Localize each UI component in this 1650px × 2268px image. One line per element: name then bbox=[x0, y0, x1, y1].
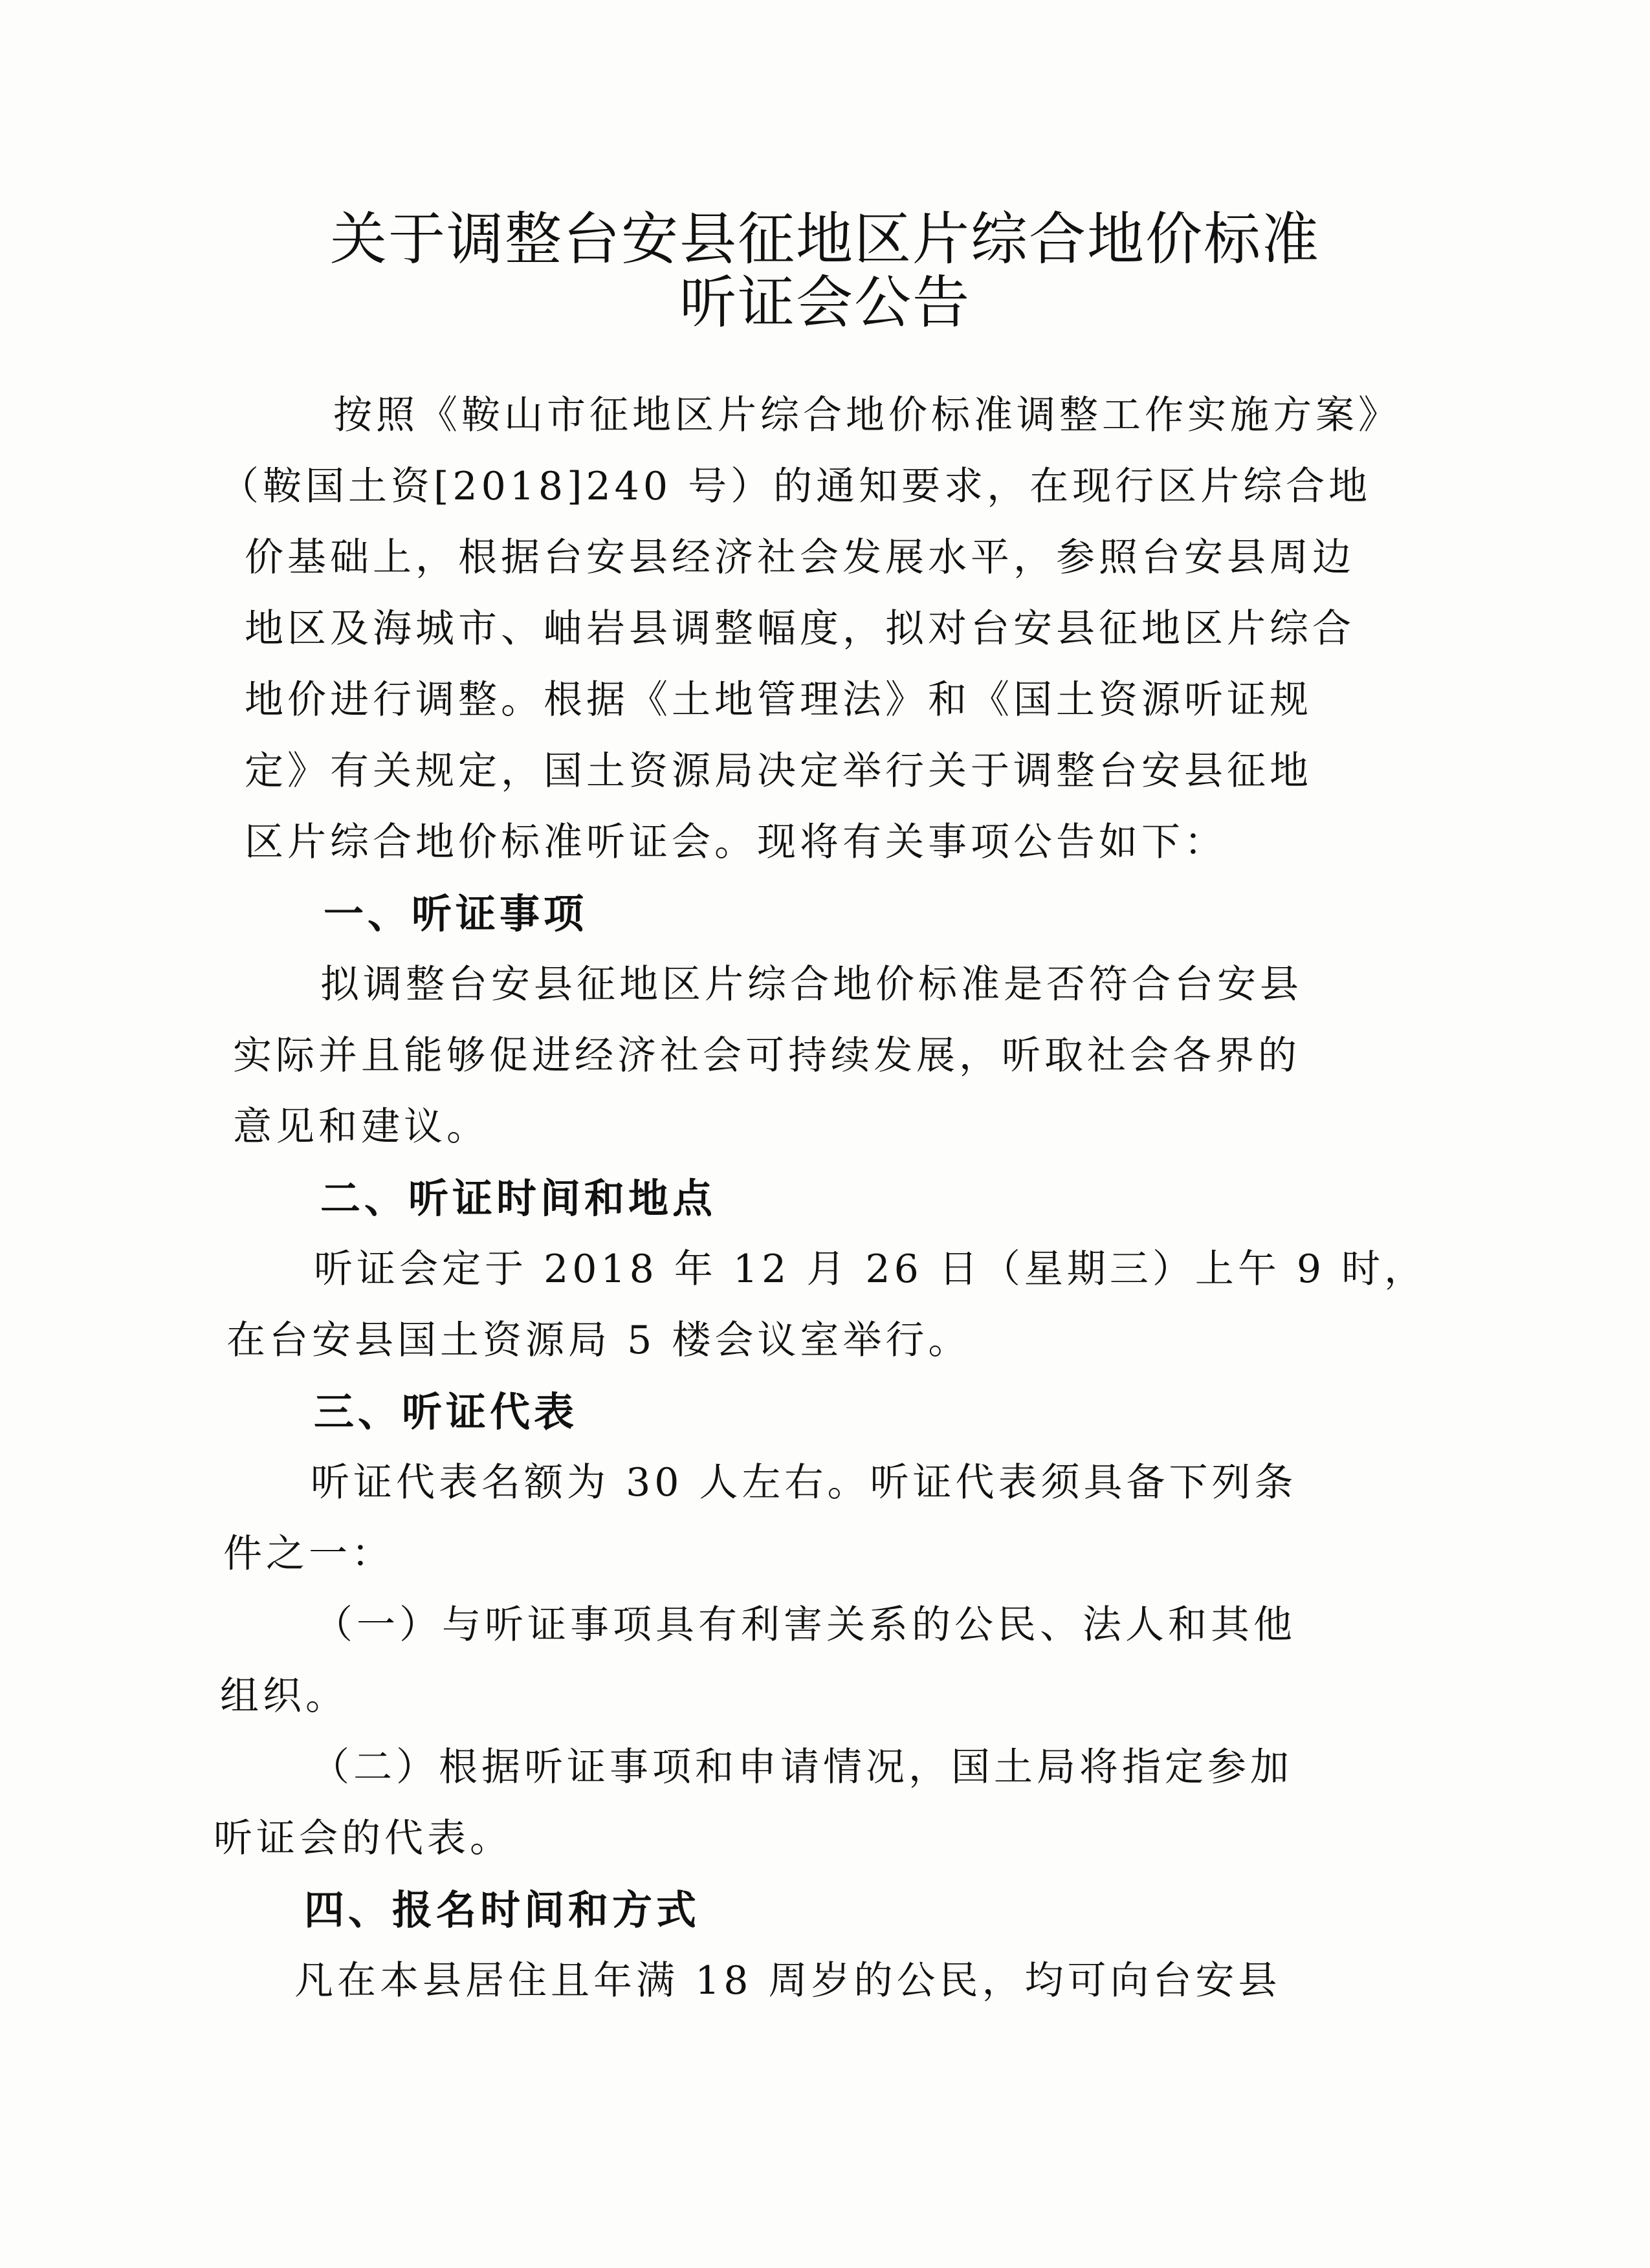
section-3-line-2: 件之一： bbox=[223, 1531, 394, 1576]
section-3-line-5: （二）根据听证事项和申请情况，国土局将指定参加 bbox=[311, 1745, 1293, 1790]
section-1-heading: 一、听证事项 bbox=[324, 890, 588, 937]
section-2-heading: 二、听证时间和地点 bbox=[320, 1175, 717, 1222]
section-3-line-6: 听证会的代表。 bbox=[214, 1816, 512, 1861]
document-title-line-1: 关于调整台安县征地区片综合地价标准 bbox=[329, 206, 1320, 272]
intro-line-1: 按照《鞍山市征地区片综合地价标准调整工作实施方案》 bbox=[333, 393, 1401, 438]
section-4-line-1: 凡在本县居住且年满 18 周岁的公民，均可向台安县 bbox=[294, 1958, 1281, 2003]
section-1-line-3: 意见和建议。 bbox=[233, 1104, 489, 1150]
intro-line-6: 定》有关规定，国土资源局决定举行关于调整台安县征地 bbox=[245, 748, 1312, 794]
intro-line-5: 地价进行调整。根据《土地管理法》和《国土资源听证规 bbox=[245, 677, 1312, 723]
intro-line-2: （鞍国土资[2018]240 号）的通知要求，在现行区片综合地 bbox=[220, 464, 1372, 509]
intro-line-4: 地区及海城市、岫岩县调整幅度，拟对台安县征地区片综合 bbox=[245, 606, 1355, 651]
section-3-line-1: 听证代表名额为 30 人左右。听证代表须具备下列条 bbox=[311, 1460, 1297, 1505]
section-3-heading: 三、听证代表 bbox=[314, 1388, 578, 1435]
section-3-line-3: （一）与听证事项具有利害关系的公民、法人和其他 bbox=[314, 1602, 1296, 1648]
section-2-line-2: 在台安县国土资源局 5 楼会议室举行。 bbox=[226, 1318, 971, 1363]
section-4-heading: 四、报名时间和方式 bbox=[304, 1886, 701, 1934]
section-2-line-1: 听证会定于 2018 年 12 月 26 日（星期三）上午 9 时， bbox=[314, 1247, 1427, 1292]
section-1-line-1: 拟调整台安县征地区片综合地价标准是否符合台安县 bbox=[320, 962, 1303, 1007]
section-3-line-4: 组织。 bbox=[220, 1674, 348, 1719]
intro-line-3: 价基础上，根据台安县经济社会发展水平，参照台安县周边 bbox=[245, 535, 1355, 580]
document-title-line-2: 听证会公告 bbox=[679, 269, 971, 336]
section-1-line-2: 实际并且能够促进经济社会可持续发展，听取社会各界的 bbox=[233, 1033, 1301, 1078]
intro-line-7: 区片综合地价标准听证会。现将有关事项公告如下： bbox=[245, 820, 1227, 865]
